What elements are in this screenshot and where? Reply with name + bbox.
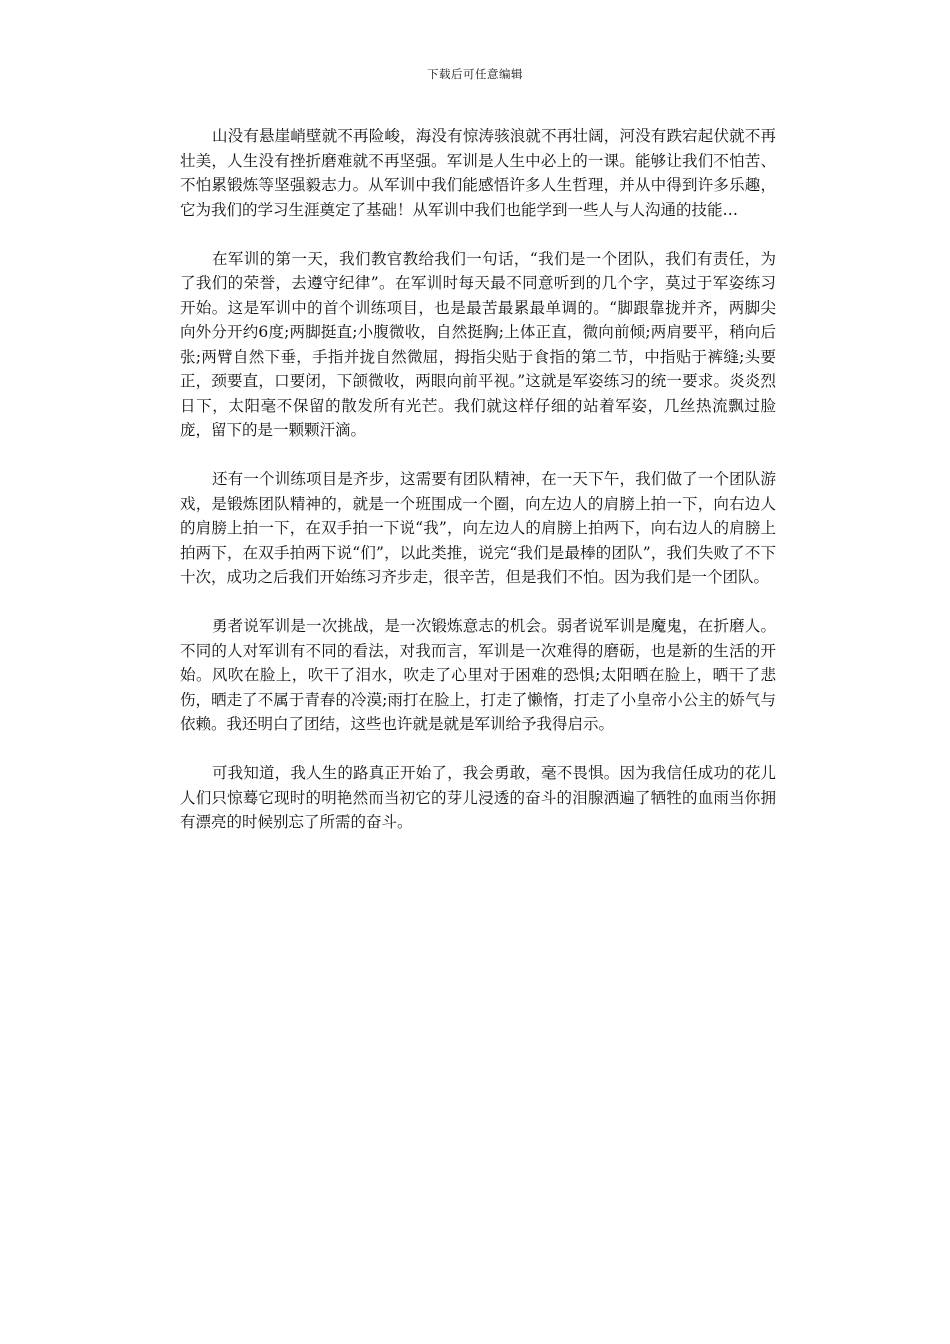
paragraph: 山没有悬崖峭壁就不再险峻，海没有惊涛骇浪就不再壮阔，河没有跌宕起伏就不再壮美，人生没有挫折磨难就不再坚强。军训是人生中必上的一课。能够让我们不怕苦、不怕累锻炼等坚强毅志力。从军训中我们能感悟许多人生哲理，并从中得到许多乐趣，它为我们的学习生涯奠定了基础！从军训中我们也能学到一些人与人沟通的技能… bbox=[180, 127, 776, 219]
document-body bbox=[180, 124, 776, 859]
paragraph: 勇者说军训是一次挑战，是一次锻炼意志的机会。弱者说军训是魔鬼，在折磨人。不同的人对军训有不同的看法，对我而言，军训是一次难得的磨砺，也是新的生活的开始。风吹在脸上，吹干了泪水，吹走了心里对于困难的恐惧;太阳晒在脸上，晒干了悲伤，晒走了不属于青春的冷漠;雨打在脸上，打走了懒惰，打走了小皇帝小公主的娇气与依赖。我还明白了团结，这些也许就是就是军训给予我得启示。 bbox=[180, 617, 776, 733]
paragraph: 可我知道，我人生的路真正开始了，我会勇敢，毫不畏惧。因为我信任成功的花儿人们只惊蓦它现时的明艳然而当初它的芽儿浸透的奋斗的泪腺洒遍了牺牲的血雨当你拥有漂亮的时候别忘了所需的奋斗。 bbox=[180, 764, 776, 831]
header-note: 下载后可任意编辑 bbox=[427, 67, 523, 81]
paragraph: 在军训的第一天，我们教官教给我们一句话，“我们是一个团队，我们有责任，为了我们的荣誉，去遵守纪律”。在军训时每天最不同意听到的几个字，莫过于军姿练习开始。这是军训中的首个训练项目，也是最苦最累最单调的。“脚跟靠拢并齐，两脚尖向外分开约6度;两脚挺直;小腹微收，自然挺胸;上体正直，微向前倾;两肩要平，稍向后张;两臂自然下垂，手指并拢自然微屈，拇指尖贴于食指的第二节，中指贴于裤缝;头要正，颈要直，口要闭，下颌微收，两眼向前平视。”这就是军姿练习的统一要求。炎炎烈日下，太阳毫不保留的散发所有光芒。我们就这样仔细的站着军姿，几丝热流飘过脸庞，留下的是一颗颗汗滴。 bbox=[180, 249, 776, 439]
paragraph: 还有一个训练项目是齐步，这需要有团队精神，在一天下午，我们做了一个团队游戏，是锻炼团队精神的，就是一个班围成一个圈，向左边人的肩膀上拍一下，向右边人的肩膀上拍一下，在双手拍一下说“我”，向左边人的肩膀上拍两下，向右边人的肩膀上拍两下，在双手拍两下说“们”，以此类推，说完“我们是最棒的团队”，我们失败了不下十次，成功之后我们开始练习齐步走，很辛苦，但是我们不怕。因为我们是一个团队。 bbox=[180, 470, 776, 586]
